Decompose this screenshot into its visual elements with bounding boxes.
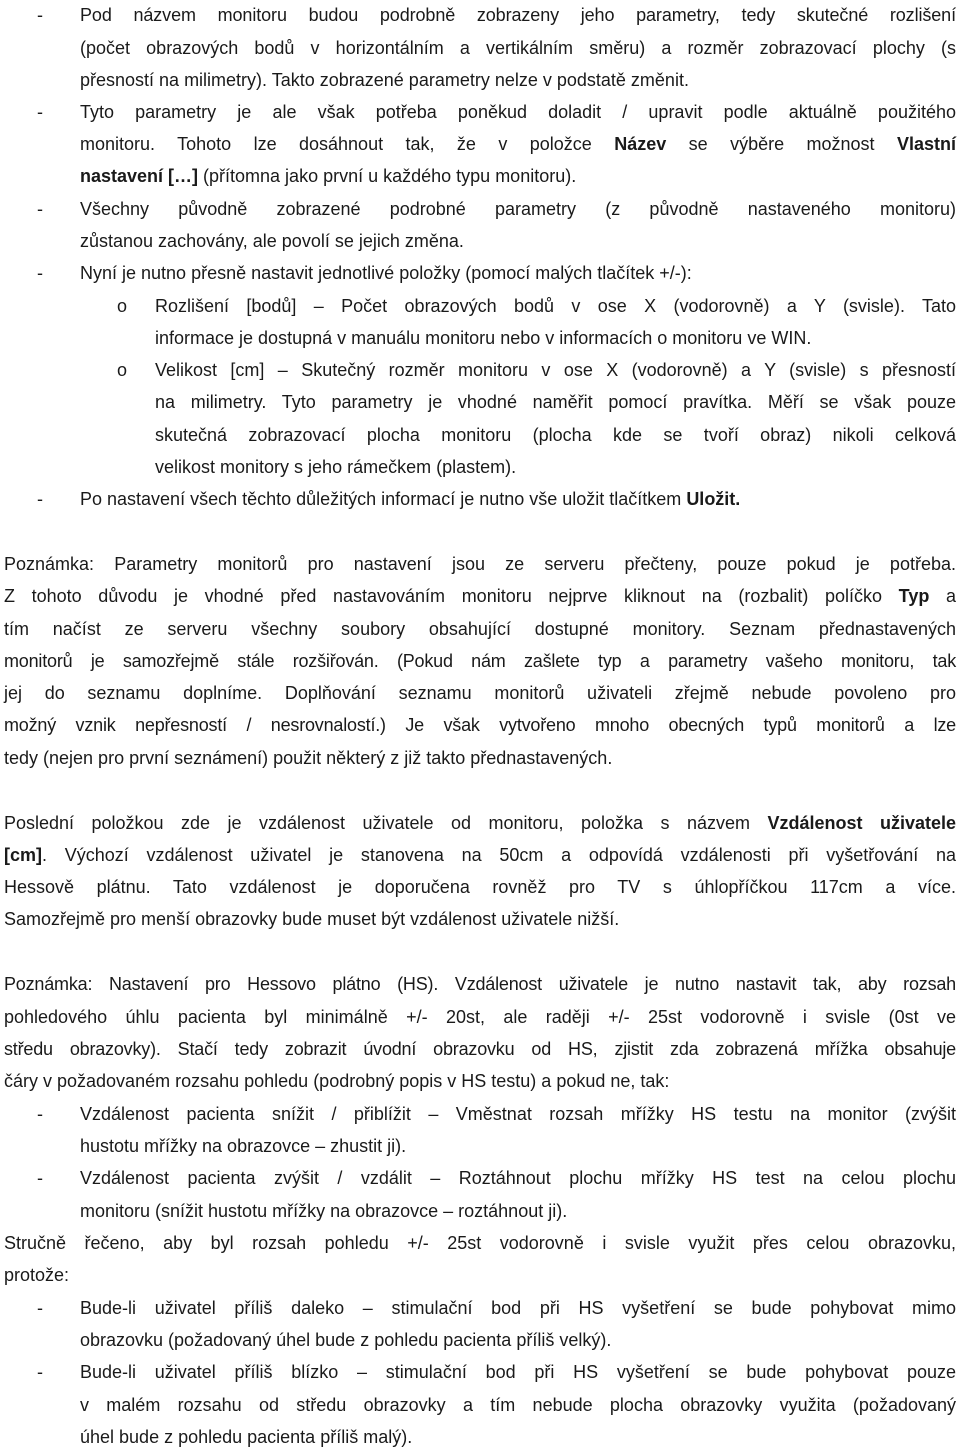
list-dash: - — [37, 1104, 43, 1124]
option-vlastni: Vlastní — [896, 134, 956, 154]
paragraph-line: jej do seznamu doplníme. Doplňování seznamu monitorů uživateli zřejmě nebude povoleno pro — [4, 683, 956, 703]
list-item-line: Vzdálenost pacienta snížit / přiblížit – Vměstnat rozsah mřížky HS testu na monitor (zvýšit — [80, 1104, 956, 1124]
paragraph-line: středu obrazovky). Stačí tedy zobrazit úvodní obrazovku od HS, zjistit zda zobrazená mřížka obsahuje — [4, 1039, 956, 1059]
option-nastaveni: nastavení […] — [80, 166, 199, 186]
list-item-line: monitoru (snížit hustotu mřížky na obrazovce – roztáhnout ji). — [80, 1201, 568, 1221]
button-name-ulozit: Uložit. — [686, 489, 741, 509]
list-item-line: Všechny původně zobrazené podrobné parametry (z původně nastaveného monitoru) — [80, 199, 956, 219]
list-item-line: Vzdálenost pacienta zvýšit / vzdálit – Roztáhnout plochu mřížky HS test na celou plochu — [80, 1168, 956, 1188]
list-item-line: Pod názvem monitoru budou podrobně zobrazeny jeho parametry, tedy skutečné rozlišení — [80, 5, 956, 25]
paragraph-line: Poznámka: Nastavení pro Hessovo plátno (HS). Vzdálenost uživatele je nutno nastavit tak, aby rozsah — [4, 974, 956, 994]
list-item-line: nastavení […] (přítomna jako první u každého typu monitoru). — [80, 166, 577, 186]
list-dash: - — [37, 5, 43, 25]
paragraph-line: Z tohoto důvodu je vhodné před nastavováním monitoru nejprve kliknout na (rozbalit) políčko Typ a — [4, 586, 956, 606]
list-item-line: obrazovku (požadovaný úhel bude z pohledu pacienta příliš velký). — [80, 1330, 612, 1350]
field-name-nazev: Název — [614, 134, 667, 154]
list-item-line: Bude-li uživatel příliš blízko – stimulační bod při HS vyšetření se bude pohybovat pouze — [80, 1362, 956, 1382]
paragraph-line: Stručně řečeno, aby byl rozsah pohledu +/- 25st vodorovně i svisle využit přes celou obrazovku, — [4, 1233, 956, 1253]
list-item-line: úhel bude z pohledu pacienta příliš malý). — [80, 1427, 413, 1447]
paragraph-line: tedy (nejen pro první seznámení) použit některý z již takto přednastavených. — [4, 748, 613, 768]
list-dash: - — [37, 489, 43, 509]
list-item-line: monitoru. Tohoto lze dosáhnout tak, že v položce Název se výběre možnost Vlastní — [80, 134, 956, 154]
list-item-line: hustotu mřížky na obrazovce – zhustit ji). — [80, 1136, 407, 1156]
sublist-item-line: skutečná zobrazovací plocha monitoru (plocha kde se tvoří obraz) nikoli celková — [155, 425, 956, 445]
list-item-line: Nyní je nutno přesně nastavit jednotlivé položky (pomocí malých tlačítek +/-): — [80, 263, 692, 283]
paragraph-line: Samozřejmě pro menší obrazovky bude muset být vzdálenost uživatele nižší. — [4, 909, 620, 929]
list-item-line: Po nastavení všech těchto důležitých informací je nutno vše uložit tlačítkem Uložit. — [80, 489, 741, 509]
list-item-line: Tyto parametry je ale však potřeba poněkud doladit / upravit podle aktuálně použitého — [80, 102, 956, 122]
list-dash: - — [37, 199, 43, 219]
paragraph-line: monitorů je samozřejmě stále rozšiřován. (Pokud nám zašlete typ a parametry vašeho monitoru, tak — [4, 651, 956, 671]
field-unit-cm: [cm] — [4, 845, 43, 865]
list-item-line: zůstanou zachovány, ale povolí se jejich změna. — [80, 231, 464, 251]
list-item-line: (počet obrazových bodů v horizontálním a vertikálním směru) a rozměr zobrazovací plochy (s — [80, 38, 956, 58]
list-item-line: v malém rozsahu od středu obrazovky a tím nebude plocha obrazovky využita (požadovaný — [80, 1395, 956, 1415]
list-dash: - — [37, 1298, 43, 1318]
paragraph-line: možný vznik nepřesností / nesrovnalostí.) Je však vytvořeno mnoho obecných typů monitorů a lze — [4, 715, 956, 735]
paragraph-line: Hessově plátnu. Tato vzdálenost je doporučena rovněž pro TV s úhlopříčkou 117cm a více. — [4, 877, 956, 897]
paragraph-line: tím načíst ze serveru všechny soubory obsahující dostupné monitory. Seznam přednastavených — [4, 619, 956, 639]
sublist-item-line: Rozlišení [bodů] – Počet obrazových bodů v ose X (vodorovně) a Y (svisle). Tato — [155, 296, 956, 316]
paragraph-line: [cm]. Výchozí vzdálenost uživatel je stanovena na 50cm a odpovídá vzdálenosti při vyšetřování na — [4, 845, 956, 865]
field-name-vzdalenost: Vzdálenost uživatele — [767, 813, 956, 833]
paragraph-line: Poslední položkou zde je vzdálenost uživatele od monitoru, položka s názvem Vzdálenost uživatele — [4, 813, 956, 833]
list-dash: - — [37, 102, 43, 122]
list-dash: - — [37, 263, 43, 283]
sublist-item-line: velikost monitory s jeho rámečkem (plastem). — [155, 457, 517, 477]
list-dash: - — [37, 1168, 43, 1188]
paragraph-line: protože: — [4, 1265, 70, 1285]
paragraph-line: Poznámka: Parametry monitorů pro nastavení jsou ze serveru přečteny, pouze pokud je potřeba. — [4, 554, 956, 574]
paragraph-line: pohledového úhlu pacienta byl minimálně +/- 20st, ale raději +/- 25st vodorovně i svisle (0st ve — [4, 1007, 956, 1027]
sublist-item-line: na milimetry. Tyto parametry je vhodné naměřit pomocí pravítka. Měří se však pouze — [155, 392, 956, 412]
list-item-line: přesností na milimetry). Takto zobrazené parametry nelze v podstatě změnit. — [80, 70, 689, 90]
field-name-typ: Typ — [898, 586, 930, 606]
sublist-bullet: o — [117, 296, 128, 316]
list-dash: - — [37, 1362, 43, 1382]
sublist-item-line: Velikost [cm] – Skutečný rozměr monitoru v ose X (vodorovně) a Y (svisle) s přesností — [155, 360, 956, 380]
sublist-item-line: informace je dostupná v manuálu monitoru nebo v informacích o monitoru ve WIN. — [155, 328, 812, 348]
list-item-line: Bude-li uživatel příliš daleko – stimulační bod při HS vyšetření se bude pohybovat mimo — [80, 1298, 956, 1318]
paragraph-line: čáry v požadovaném rozsahu pohledu (podrobný popis v HS testu) a pokud ne, tak: — [4, 1071, 670, 1091]
sublist-bullet: o — [117, 360, 128, 380]
